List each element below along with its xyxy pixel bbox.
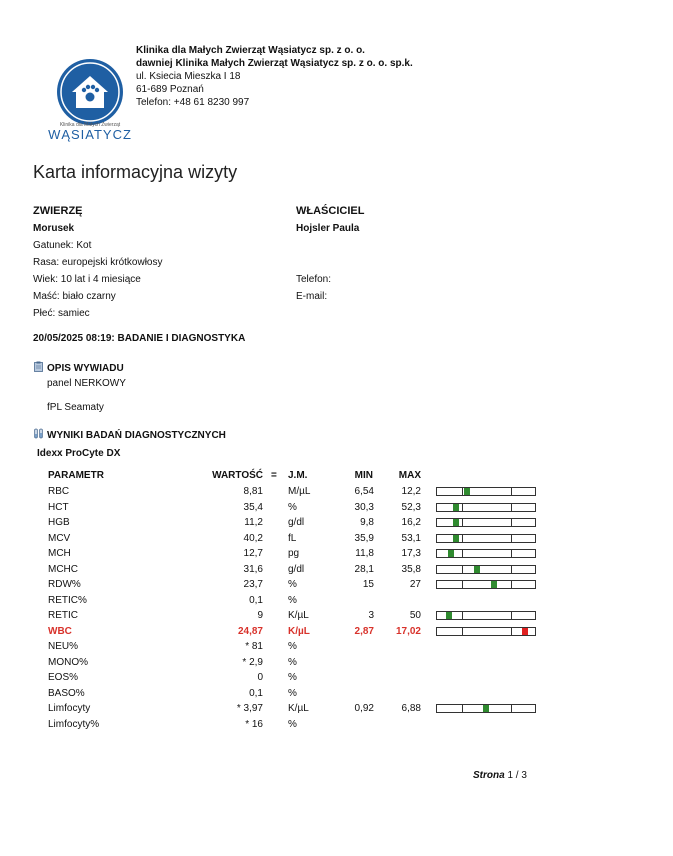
param-min: 2,87 [354,625,374,637]
param-unit: pg [288,548,300,559]
param-value: 35,4 [243,501,263,513]
param-max: 35,8 [401,563,421,575]
param-value: * 81 [245,641,263,652]
param-value: 31,6 [243,563,263,575]
table-row [0,486,673,501]
range-bar [436,503,536,512]
param-max: 27 [409,579,421,590]
animal-breed: Rasa: europejski krótkowłosy [33,257,163,268]
range-marker [464,488,470,495]
param-max: 53,1 [401,532,421,544]
param-min: 35,9 [354,532,374,544]
table-row [0,564,673,579]
range-tick [511,628,512,635]
range-tick [462,488,463,495]
range-tick [511,504,512,511]
col-eq: = [271,470,277,481]
param-max: 50 [409,610,421,621]
param-max: 6,88 [401,703,421,714]
table-row [0,502,673,517]
param-min: 0,92 [354,703,374,714]
history-line-1: panel NERKOWY [47,378,126,389]
param-value: 0 [257,672,263,683]
range-tick [462,566,463,573]
param-name: HCT [48,501,69,513]
device-name: Idexx ProCyte DX [37,448,121,459]
table-row [0,641,673,656]
table-row [0,517,673,532]
animal-age: Wiek: 10 lat i 4 miesiące [33,274,141,285]
owner-name: Hojsler Paula [296,223,360,234]
page-indicator [473,770,527,781]
range-marker [491,581,497,588]
history-heading: OPIS WYWIADU [47,363,124,374]
param-unit: % [288,594,297,606]
param-min: 6,54 [354,486,374,497]
clinic-name: Klinika dla Małych Zwierząt Wąsiatycz sp. z o. o. [136,45,365,56]
param-unit: % [288,672,297,683]
param-name: MCV [48,532,71,544]
range-bar [436,627,536,636]
col-min: MIN [354,470,373,481]
page-total: 3 [521,770,527,781]
table-row [0,703,673,718]
range-tick [511,519,512,526]
param-min: 3 [368,610,374,621]
param-min: 9,8 [360,517,374,528]
range-tick [511,705,512,712]
page-separator: / [515,770,519,781]
param-value: 9 [257,610,263,621]
param-min: 15 [362,579,374,590]
range-tick [462,628,463,635]
clinic-city: 61-689 Poznań [136,84,204,95]
range-bar [436,611,536,620]
range-marker [446,612,452,619]
param-unit: g/dl [288,517,305,528]
owner-heading: WŁAŚCICIEL [296,205,365,217]
param-name: WBC [48,625,72,637]
param-value: 24,87 [237,625,263,637]
param-name: Limfocyty% [48,718,100,730]
param-unit: % [288,641,297,652]
col-max: MAX [398,470,421,481]
table-row [0,595,673,610]
param-value: 40,2 [243,532,263,544]
range-marker [522,628,528,635]
range-tick [511,612,512,619]
test-tubes-icon [33,428,44,439]
table-row [0,548,673,563]
animal-color: Maść: biało czarny [33,291,116,302]
range-bar [436,704,536,713]
clinic-former-name: dawniej Klinika Małych Zwierząt Wąsiatycz sp. z o. o. sp.k. [136,58,413,69]
param-name: Limfocyty [48,703,91,714]
table-row [0,688,673,703]
table-row [0,626,673,641]
param-max: 16,2 [401,517,421,528]
range-marker [474,566,480,573]
param-max: 17,02 [395,625,421,637]
param-value: 23,7 [243,579,263,590]
clipboard-icon [33,361,44,372]
range-tick [462,612,463,619]
param-value: 11,2 [244,517,263,528]
param-value: 0,1 [249,594,263,606]
range-tick [462,550,463,557]
param-name: RETIC [48,610,78,621]
visit-header: 20/05/2025 08:19: BADANIE I DIAGNOSTYKA [33,333,246,344]
history-section [33,361,124,374]
param-unit: % [288,579,297,590]
param-unit: % [288,687,297,699]
param-unit: % [288,718,297,730]
range-tick [511,566,512,573]
logo-caption [42,122,138,142]
range-tick [511,488,512,495]
clinic-header [136,44,413,109]
range-marker [453,535,459,542]
owner-email-label: E-mail: [296,291,328,302]
logo-small-text: Klinika dla Małych Zwierząt [59,122,121,128]
page-current: 1 [507,770,514,781]
param-unit: % [288,656,297,668]
range-bar [436,534,536,543]
param-min: 11,8 [355,548,374,559]
param-name: MCHC [48,563,78,575]
param-value: 0,1 [249,687,263,699]
animal-heading: ZWIERZĘ [33,205,83,217]
param-value: * 16 [245,718,263,730]
param-min: 28,1 [354,563,374,575]
range-tick [462,581,463,588]
col-value: WARTOŚĆ [212,470,263,481]
param-unit: g/dl [288,563,305,575]
param-name: RBC [48,486,70,497]
clinic-logo [56,58,124,126]
page-label: Strona [473,770,505,781]
clinic-street: ul. Ksiecia Mieszka I 18 [136,71,241,82]
range-bar [436,580,536,589]
document-title: Karta informacyjna wizyty [33,162,238,182]
results-section [33,428,226,441]
range-tick [511,550,512,557]
param-unit: fL [288,532,297,544]
range-bar [436,565,536,574]
param-name: EOS% [48,672,79,683]
table-row [0,672,673,687]
param-min: 30,3 [354,501,374,513]
range-bar [436,518,536,527]
param-value: 8,81 [243,486,263,497]
param-name: MONO% [48,656,88,668]
animal-name: Morusek [33,223,75,234]
col-unit: J.M. [288,470,308,481]
results-table-header [0,470,673,485]
param-value: * 2,9 [242,656,263,668]
results-heading: WYNIKI BADAŃ DIAGNOSTYCZNYCH [47,430,226,441]
param-unit: K/µL [288,610,309,621]
animal-sex: Płeć: samiec [33,308,90,319]
range-marker [448,550,454,557]
param-name: RETIC% [48,594,87,606]
logo-name: WĄSIATYCZ [48,127,132,142]
param-name: BASO% [48,687,85,699]
param-name: RDW% [48,579,81,590]
owner-phone-label: Telefon: [296,274,332,285]
range-tick [462,519,463,526]
range-tick [511,535,512,542]
col-param: PARAMETR [48,470,104,481]
table-row [0,610,673,625]
param-unit: K/µL [288,625,310,637]
range-marker [483,705,489,712]
range-bar [436,487,536,496]
range-tick [462,504,463,511]
table-row [0,533,673,548]
param-value: * 3,97 [236,703,263,714]
range-tick [462,535,463,542]
param-max: 12,2 [401,486,421,497]
range-tick [462,705,463,712]
param-max: 17,3 [401,548,421,559]
range-tick [511,581,512,588]
param-unit: K/µL [288,703,309,714]
table-row [0,657,673,672]
range-marker [453,519,459,526]
table-row [0,579,673,594]
range-bar [436,549,536,558]
param-unit: % [288,501,297,513]
param-name: HGB [48,517,70,528]
table-row [0,719,673,734]
clinic-phone: Telefon: +48 61 8230 997 [136,97,250,108]
range-marker [453,504,459,511]
param-max: 52,3 [401,501,421,513]
param-value: 12,7 [243,548,263,559]
param-unit: M/µL [288,486,311,497]
param-name: MCH [48,548,71,559]
history-line-2: fPL Seamaty [47,402,104,413]
animal-species: Gatunek: Kot [33,240,92,251]
param-name: NEU% [48,641,79,652]
